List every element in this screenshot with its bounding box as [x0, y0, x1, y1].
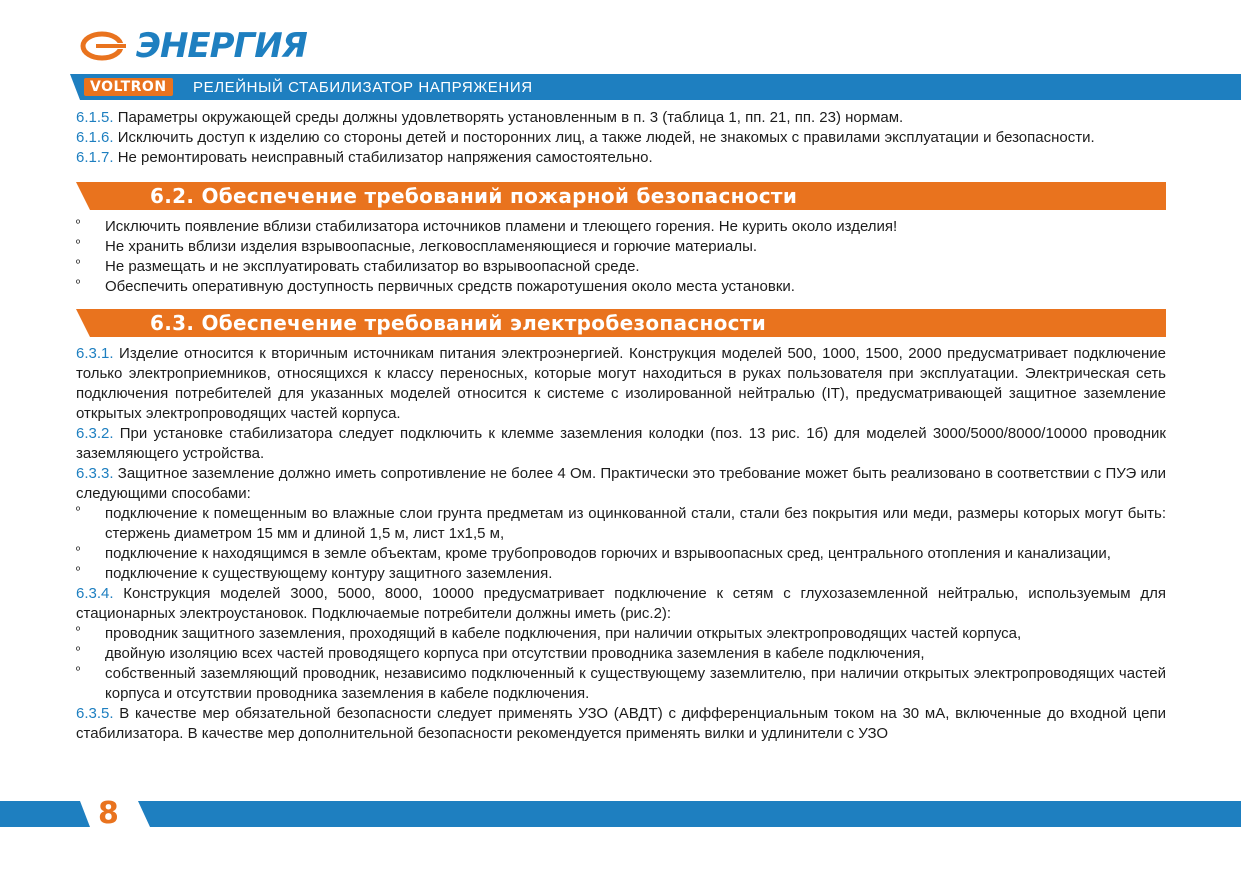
- item-6-1-5: 6.1.5. Параметры окружающей среды должны удовлетворять установленным в п. 3 (таблица 1, пп. 21, пп. 23) нормам.: [76, 109, 904, 126]
- list-item: º двойную изоляцию всех частей проводящего корпуса при отсутствии проводника заземления в кабеле подключения,: [76, 645, 925, 662]
- list-item: º подключение к находящимся в земле объектам, кроме трубопроводов горючих и взрывоопасных сред, центрального отопления и канализации,: [76, 545, 1111, 562]
- list-item: º Обеспечить оперативную доступность первичных средств пожаротушения около места установки.: [76, 278, 795, 295]
- page-content: [76, 108, 1166, 744]
- logo-wordmark: ЭНЕРГИЯ: [136, 26, 307, 66]
- item-6-3-4: 6.3.4. Конструкция моделей 3000, 5000, 8000, 10000 предусматривает подключение к сетям с глухозаземленной нейтралью, используемым для стационарных электроустановок. Подключаемые потребители должны иметь (рис.2):: [76, 585, 1166, 622]
- section-title: 6.2. Обеспечение требований пожарной безопасности: [150, 184, 798, 208]
- list-item: º Исключить появление вблизи стабилизатора источников пламени и тлеющего горения. Не курить около изделия!: [76, 218, 898, 235]
- list-item: º подключение к помещенным во влажные слои грунта предметам из оцинкованной стали, стали без покрытия или меди, размеры которых могут быть: стержень диаметром 15 мм и длиной 1,5 м, лист 1х1,5 м,: [76, 505, 1166, 542]
- section-heading-electrical: [76, 309, 1166, 337]
- header-band: [0, 74, 1241, 100]
- list-item: º Не хранить вблизи изделия взрывоопасные, легковоспламеняющиеся и горючие материалы.: [76, 238, 758, 255]
- list-item: º собственный заземляющий проводник, независимо подключенный к существующему заземлителю, при наличии открытых электропроводящих частей корпуса и отсутствии проводника заземления в кабеле подключения.: [76, 665, 1166, 702]
- item-6-3-2: 6.3.2. При установке стабилизатора следует подключить к клемме заземления колодки (поз. 13 рис. 1б) для моделей 3000/5000/8000/10000 проводник заземляющего устройства.: [76, 425, 1166, 462]
- list-item: º проводник защитного заземления, проходящий в кабеле подключения, при наличии открытых электропроводящих частей корпуса,: [76, 625, 1022, 642]
- item-6-3-3: 6.3.3. Защитное заземление должно иметь сопротивление не более 4 Ом. Практически это требование может быть реализовано в соответствии с ПУЭ или следующими способами:: [76, 465, 1166, 502]
- voltron-badge: VOLTRON: [84, 78, 173, 96]
- energia-logo-icon: [80, 31, 130, 61]
- list-item: º Не размещать и не эксплуатировать стабилизатор во взрывоопасной среде.: [76, 258, 640, 275]
- section-title: 6.3. Обеспечение требований электробезопасности: [150, 311, 767, 335]
- item-6-3-1: 6.3.1. Изделие относится к вторичным источникам питания электроэнергией. Конструкция моделей 500, 1000, 1500, 2000 предусматривает подключение только электроприемников, относящихся к классу переносных, которые могут находиться в руках пользователя при эксплуатации. Электрическая сеть подключения потребителей для указанных моделей относится к системе с изолированной нейтралью (IT), предусматривающей защитное заземление открытых электропроводящих частей корпуса.: [76, 345, 1166, 422]
- item-6-3-5: 6.3.5. В качестве мер обязательной безопасности следует применять УЗО (АВДТ) с дифференциальным током на 30 мА, включенные до входной цепи стабилизатора. В качестве мер дополнительной безопасности рекомендуется применять вилки и удлинители с УЗО: [76, 705, 1166, 742]
- document-title: РЕЛЕЙНЫЙ СТАБИЛИЗАТОР НАПРЯЖЕНИЯ: [193, 79, 533, 96]
- page-number: 8: [98, 796, 119, 831]
- item-6-1-6: 6.1.6. Исключить доступ к изделию со стороны детей и посторонних лиц, а также людей, не знакомых с правилами эксплуатации и безопасности.: [76, 129, 1095, 146]
- list-item: º подключение к существующему контуру защитного заземления.: [76, 565, 553, 582]
- energia-logo: [80, 26, 307, 66]
- section-heading-fire: [76, 182, 1166, 210]
- item-6-1-7: 6.1.7. Не ремонтировать неисправный стабилизатор напряжения самостоятельно.: [76, 149, 653, 166]
- footer-band: [0, 801, 1241, 827]
